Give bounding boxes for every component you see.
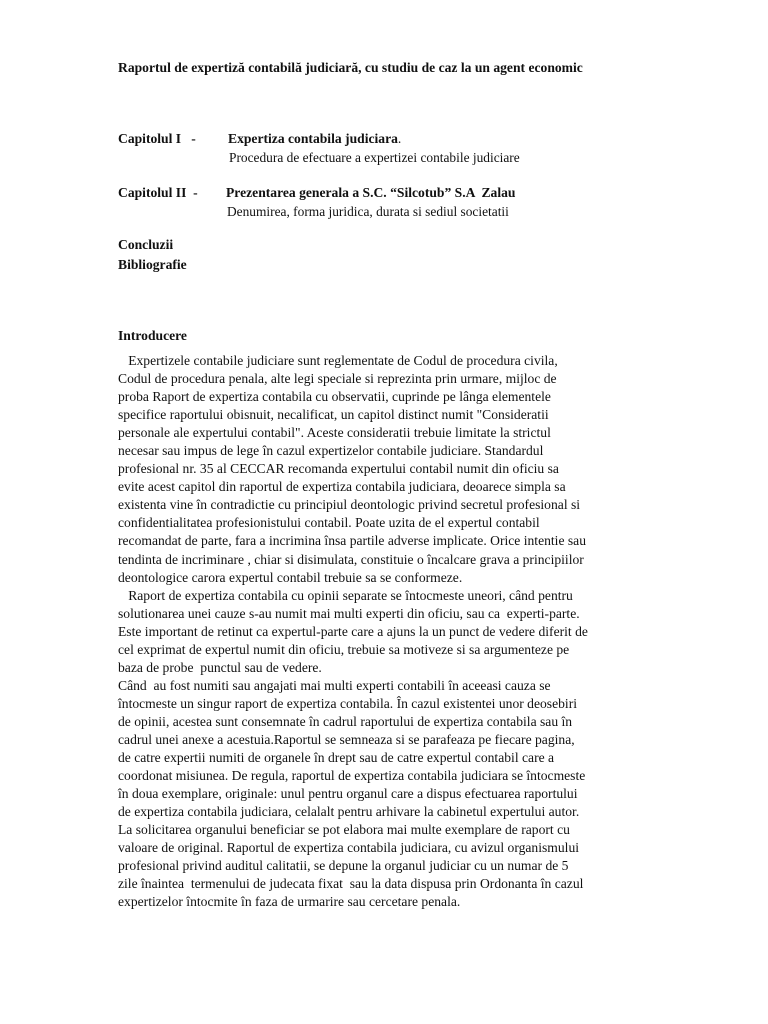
intro-body-text (118, 352, 658, 911)
body-text-line: tendinta de incriminare , chiar si disimulata, constituie o încalcare grava a principiilor (118, 551, 584, 567)
toc-chapter-heading-suffix: . (397, 131, 402, 146)
document-title: Raportul de expertiză contabilă judiciară, cu studiu de caz la un agent economic (118, 60, 583, 75)
body-text-line: Raport de expertiza contabila cu opinii separate se întocmeste uneori, când pentru (118, 587, 573, 603)
toc-chapter-label: Capitolul I - (118, 131, 196, 146)
body-text-line: expertizelor întocmite în faza de urmarire sau cercetare penala. (118, 894, 461, 910)
body-text-line: recomandat de parte, fara a incrimina însa partile adverse implicate. Orice intentie sau (118, 533, 587, 549)
body-text-line: întocmeste un singur raport de expertiza contabila. În cazul existentei unor deosebiri (118, 695, 578, 711)
section-conclusions: Concluzii (118, 237, 174, 252)
toc-chapter-heading-text: Prezentarea generala a S.C. “Silcotub” S.A Zalau (226, 185, 516, 200)
body-text-line: specifice raportului obisnuit, necalificat, un capitol distinct numit "Consideratii (118, 407, 549, 423)
body-text-line: deontologice carora expertul contabil trebuie sa se conformeze. (118, 569, 463, 585)
body-text-line: cadrul unei anexe a acestuia.Raportul se semneaza si se parafeaza pe fiecare pagina, (118, 731, 575, 747)
toc-chapter-heading-text: Expertiza contabila judiciara (228, 131, 398, 146)
body-text-line: Codul de procedura penala, alte legi speciale si reprezinta prin urmare, mijloc de (118, 371, 557, 387)
body-text-line: profesional privind auditul calitatii, se depune la organul judiciar cu un numar de 5 (118, 858, 569, 874)
toc-chapter-subheading: Procedura de efectuare a expertizei contabile judiciare (229, 150, 520, 165)
body-text-line: personale ale expertului contabil". Aceste consideratii trebuie limitate la strictul (118, 425, 551, 441)
body-text-line: zile înaintea termenului de judecata fixat sau la data dispusa prin Ordonanta în cazul (118, 876, 584, 892)
body-text-line: Când au fost numiti sau angajati mai multi experti contabili în aceeasi cauza se (118, 677, 551, 693)
body-text-line: de catre expertii numiti de organele în drept sau de catre expertul contabil care a (118, 750, 555, 766)
body-text-line: baza de probe punctul sau de vedere. (118, 659, 322, 675)
toc-chapter-label: Capitolul II - (118, 185, 198, 200)
body-text-line: proba Raport de expertiza contabila cu observatii, cuprinde pe lânga elementele (118, 389, 551, 405)
body-text-line: de expertiza contabila judiciara, celalalt pentru arhivare la cabinetul expertului autor. (118, 804, 580, 820)
toc-chapter-subheading: Denumirea, forma juridica, durata si sediul societatii (227, 204, 509, 219)
section-bibliography: Bibliografie (118, 257, 187, 272)
body-text-line: Expertizele contabile judiciare sunt reglementate de Codul de procedura civila, (118, 353, 558, 368)
intro-heading: Introducere (118, 328, 187, 343)
body-text-line: solutionarea unei cauze s-au numit mai multi experti din oficiu, sau ca experti-parte. (118, 605, 580, 621)
body-text-line: cel exprimat de expertul numit din oficiu, trebuie sa motiveze si sa argumenteze pe (118, 641, 570, 657)
toc-chapter-heading (226, 185, 516, 201)
body-text-line: Este important de retinut ca expertul-parte care a ajuns la un punct de vedere diferit de (118, 623, 588, 639)
body-text-line: La solicitarea organului beneficiar se pot elabora mai multe exemplare de raport cu (118, 822, 570, 838)
body-text-line: existenta vine în contradictie cu principiul deontologic privind secretul profesional si (118, 497, 581, 513)
toc-chapter-heading (228, 131, 401, 147)
body-text-line: coordonat misiunea. De regula, raportul de expertiza contabila judiciara se întocmeste (118, 768, 586, 784)
body-text-line: evite acest capitol din raportul de expertiza contabila judiciara, deoarece simpla sa (118, 479, 566, 495)
body-text-line: necesar sau impus de lege în cazul expertizelor contabile judiciare. Standardul (118, 443, 544, 459)
body-text-line: confidentialitatea profesionistului contabil. Poate uzita de el expertul contabil (118, 515, 540, 531)
body-text-line: de opinii, acestea sunt consemnate în cadrul raportului de expertiza contabila sau în (118, 713, 573, 729)
body-text-line: în doua exemplare, originale: unul pentru organul care a dispus efectuarea raportului (118, 786, 578, 802)
body-text-line: profesional nr. 35 al CECCAR recomanda expertului contabil numit din oficiu sa (118, 461, 559, 477)
body-text-line: valoare de original. Raportul de expertiza contabila judiciara, cu avizul organismului (118, 840, 580, 856)
